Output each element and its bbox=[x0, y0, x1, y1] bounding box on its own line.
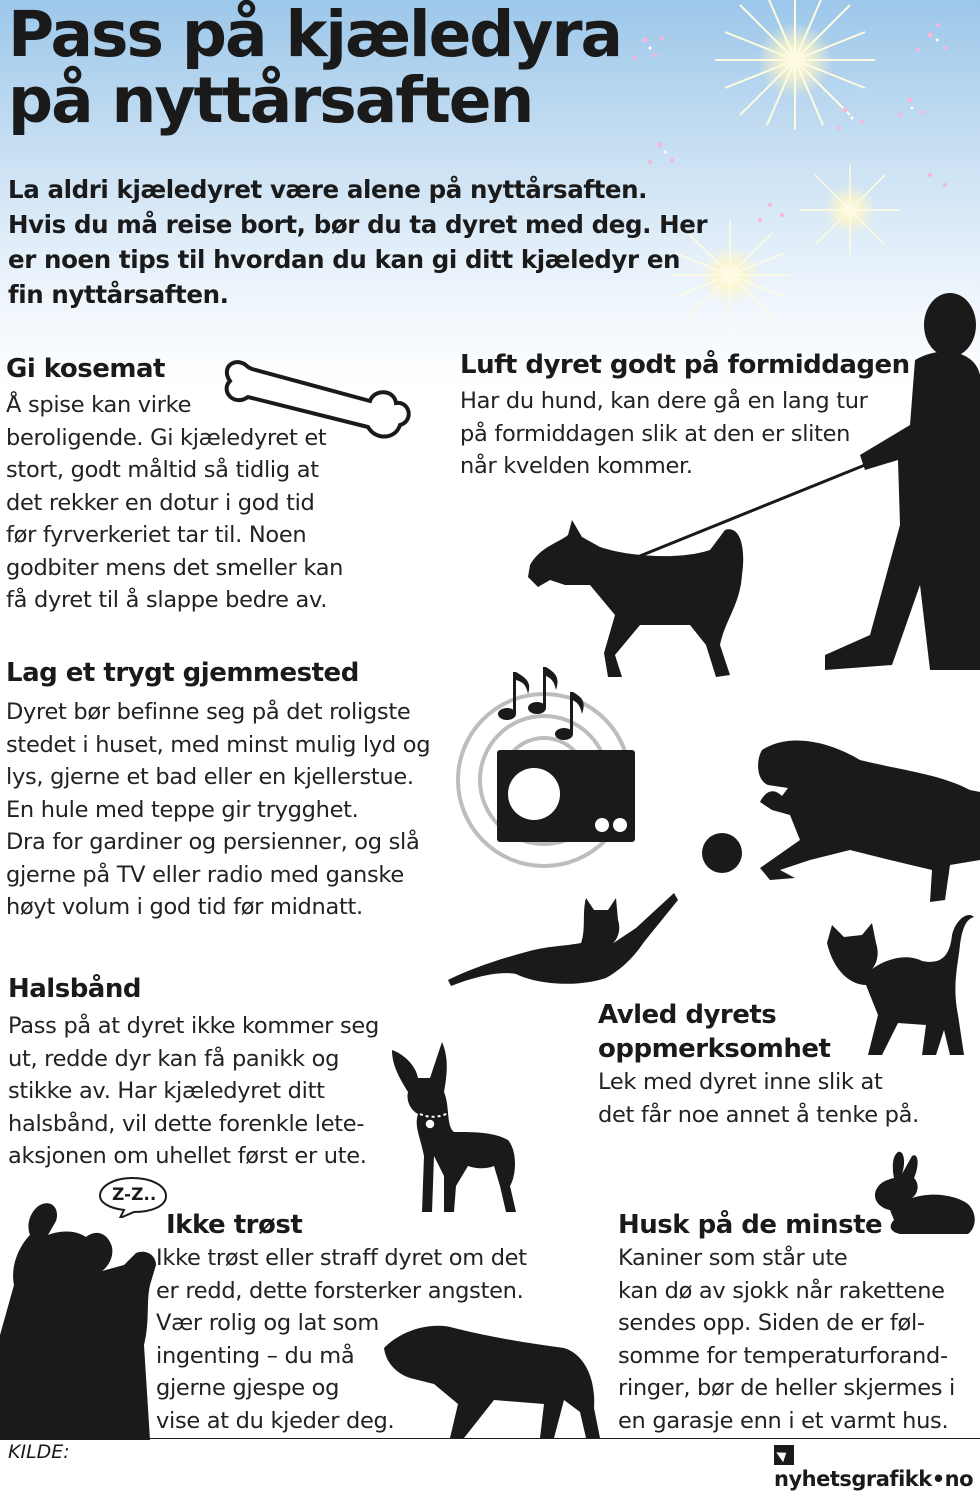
title-line-2: på nyttårsaften bbox=[8, 64, 533, 137]
section-body-gjemmested: Dyret bør befinne seg på det roligste stedet i huset, med minst mulig lyd og lys, gjerne et bad eller en kjellerstue. En hule med teppe gir trygghet. Dra for gardiner og persienner, og slå gjerne på TV eller radio med ganske høyt volum i god tid før midnatt. bbox=[6, 699, 431, 920]
yawning-person-icon bbox=[0, 1195, 170, 1440]
section-heading-trost: Ikke trøst bbox=[166, 1210, 303, 1240]
brand-logo bbox=[774, 1443, 980, 1491]
section-body-halsband: Pass på at dyret ikke kommer seg ut, redde dyr kan få panikk og stikke av. Har kjæledyret ditt halsbånd, vil dette forenkle lete- aksjonen om uhellet først er ute. bbox=[8, 1013, 379, 1169]
scared-dog-icon bbox=[374, 1308, 604, 1440]
brand-dot: • bbox=[931, 1467, 945, 1491]
section-body-avled: Lek med dyret inne slik at det får noe annet å tenke på. bbox=[598, 1069, 919, 1128]
person-walking-dog-icon bbox=[520, 285, 980, 705]
brand-logo-icon bbox=[774, 1445, 794, 1465]
brand-name: nyhetsgrafikk bbox=[774, 1467, 932, 1491]
music-notes-icon bbox=[498, 667, 584, 740]
section-body-luft: Har du hund, kan dere gå en lang tur på formiddagen slik at den er sliten når kvelden kommer. bbox=[460, 388, 868, 479]
section-heading-luft: Luft dyret godt på formiddagen bbox=[460, 350, 910, 380]
section-body-minste: Kaniner som står ute kan dø av sjokk når rakettene sendes opp. Siden de er føl- somme for temperaturforand- ringer, bør de heller skjermes i en garasje enn i et varmt hus. bbox=[618, 1245, 956, 1434]
dog-icon bbox=[700, 730, 980, 910]
speech-bubble-text: Z-Z.. bbox=[112, 1185, 157, 1205]
section-heading-minste: Husk på de minste bbox=[618, 1210, 883, 1240]
section-body-trost: Ikke trøst eller straff dyret om det er redd, dette forsterker angsten. Vær rolig og lat som ingenting – du må gjerne gjespe og vise at du kjeder deg. bbox=[156, 1245, 527, 1434]
section-heading-gjemmested: Lag et trygt gjemmested bbox=[6, 658, 359, 688]
radio-icon bbox=[452, 662, 652, 882]
footer-divider bbox=[0, 1438, 980, 1439]
title-line-1: Pass på kjæledyra bbox=[8, 0, 622, 71]
source-label: KILDE: bbox=[8, 1441, 70, 1463]
bone-icon bbox=[218, 345, 418, 445]
section-heading-avled: Avled dyrets oppmerksomhet bbox=[598, 1000, 831, 1064]
cat-icon bbox=[446, 888, 686, 998]
section-heading-halsband: Halsbånd bbox=[8, 974, 141, 1004]
small-dog-icon bbox=[384, 1036, 534, 1216]
page-title bbox=[8, 0, 648, 137]
brand-tld: no bbox=[944, 1467, 974, 1491]
section-heading-kosemat: Gi kosemat bbox=[6, 354, 165, 384]
intro-text: La aldri kjæledyret være alene på nyttårsaften. Hvis du må reise bort, bør du ta dyret med deg. Her er noen tips til hvordan du kan gi ditt kjæledyr en fin nyttårsaften. bbox=[8, 175, 708, 309]
section-body-kosemat: Å spise kan virke beroligende. Gi kjæledyret et stort, godt måltid så tidlig at det rekker en dotur i god tid før fyrverkeriet tar til. Noen godbiter mens det smeller kan få dyret til å slappe bedre av. bbox=[6, 392, 344, 613]
